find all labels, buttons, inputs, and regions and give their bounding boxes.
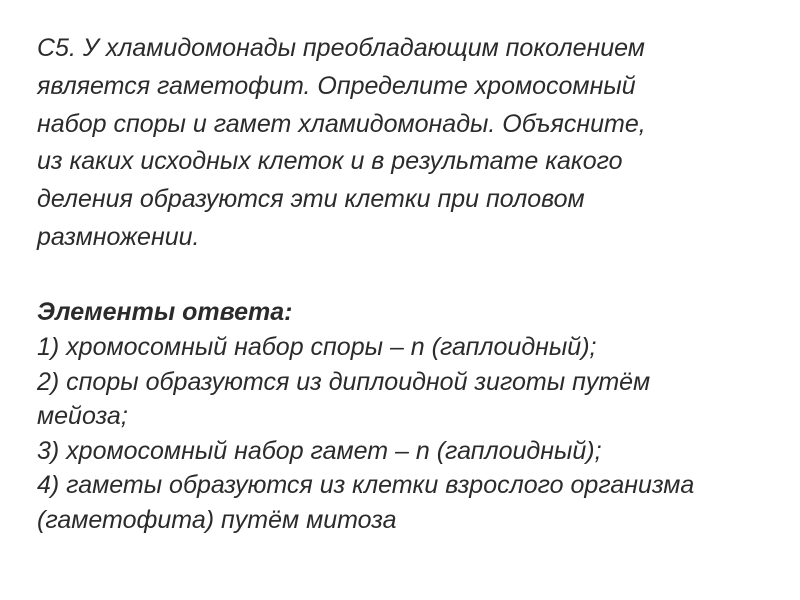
answer-line: (гаметофита) путём митоза — [37, 505, 397, 534]
answer-line: 1) хромосомный набор споры – n (гаплоидный); — [37, 333, 597, 361]
answer-line: 2) споры образуются из диплоидной зиготы путём — [37, 367, 651, 396]
question-line: из каких исходных клеток и в результате какого — [37, 147, 623, 176]
answer-line: 4) гаметы образуются из клетки взрослого организма — [37, 471, 695, 499]
question-line: деления образуются эти клетки при половом — [37, 185, 585, 214]
question-text — [37, 30, 777, 257]
answer-line: 3) хромосомный набор гамет – n (гаплоидный); — [37, 436, 602, 465]
question-line: набор споры и гамет хламидомонады. Объясните, — [37, 109, 646, 138]
question-line: размножении. — [37, 222, 200, 251]
answer-heading: Элементы ответа: — [37, 298, 293, 326]
question-line: С5. У хламидомонады преобладающим поколением — [37, 34, 645, 62]
answer-line: мейоза; — [37, 402, 128, 430]
question-line: является гаметофит. Определите хромосомный — [37, 71, 636, 100]
answer-list — [37, 330, 787, 537]
